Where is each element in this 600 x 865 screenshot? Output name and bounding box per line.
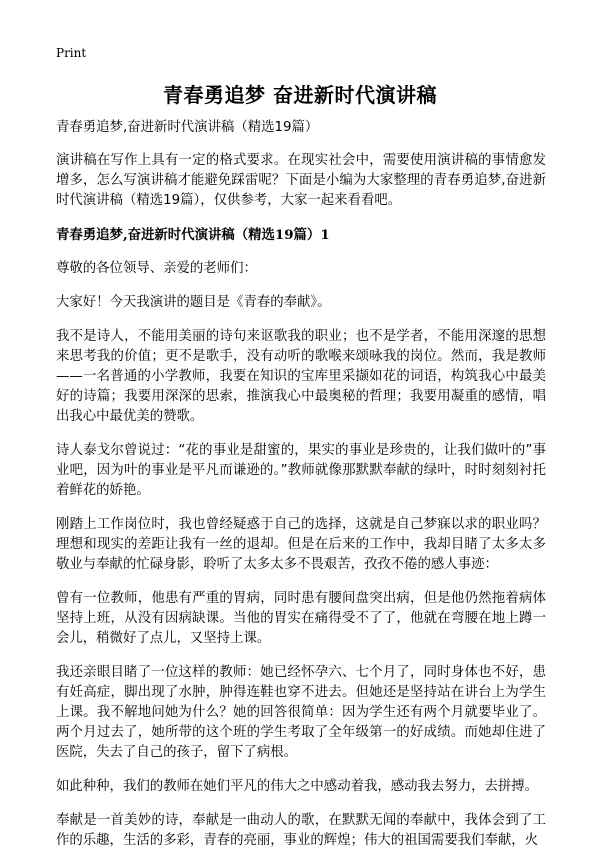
paragraph: 刚踏上工作岗位时，我也曾经疑惑于自己的选择，这就是自己梦寐以求的职业吗？理想和现实的差距让我有一丝的退却。但是在后来的工作中，我却目睹了太多太多敬业与奉献的忙碌身影，聆听了太多太多不畏艰苦，孜孜不倦的感人事迹： xyxy=(56,517,546,572)
print-link[interactable]: Print xyxy=(56,46,87,60)
paragraph-salutation: 尊敬的各位领导、亲爱的老师们： xyxy=(56,261,257,276)
paragraph-greeting: 大家好！今天我演讲的题目是《青春的奉献》。 xyxy=(56,295,331,310)
document-body xyxy=(56,118,546,865)
paragraph: 我不是诗人，不能用美丽的诗句来讴歌我的职业；也不是学者，不能用深邃的思想来思考我的价值；更不是歌手，没有动听的歌喉来颂咏我的岗位。然而，我是教师——一名普通的小学教师，我要在知识的宝库里采撷如花的词语，构筑我心中最美好的诗篇；我要用深深的思索，推演我心中最奥秘的哲理；我要用凝重的感情，唱出我心中最优美的赞歌。 xyxy=(56,329,546,424)
paragraph: 我还亲眼目睹了一位这样的教师：她已经怀孕六、七个月了，同时身体也不好，患有妊高症，脚出现了水肿，肿得连鞋也穿不进去。但她还是坚持站在讲台上为学生上课。我不解地问她为什么？她的回答很简单：因为学生还有两个月就要毕业了。两个月过去了，她所带的这个班的学生考取了全年级第一的好成绩。而她却住进了医院，失去了自己的孩子，留下了病根。 xyxy=(56,665,546,760)
paragraph: 奉献是一首美妙的诗，奉献是一曲动人的歌，在默默无闻的奉献中，我体会到了工作的乐趣，生活的多彩，青春的亮丽，事业的辉煌；伟大的祖国需要我们奉献，火 xyxy=(56,813,546,848)
paragraph: 诗人泰戈尔曾说过：“花的事业是甜蜜的，果实的事业是珍贵的，让我们做叶的”事业吧，因为叶的事业是平凡而谦逊的。”教师就像那默默奉献的绿叶，时时刻刻衬托着鲜花的娇艳。 xyxy=(56,443,546,498)
page-title: 青春勇追梦 奋进新时代演讲稿 xyxy=(163,83,437,107)
paragraph: 曾有一位教师，他患有严重的胃病，同时患有腰间盘突出病，但是他仍然拖着病体坚持上班，从没有因病缺课。当他的胃实在痛得受不了了，他就在弯腰在地上蹲一会儿，稍微好了点儿，又坚持上课。 xyxy=(56,591,546,646)
document-subtitle: 青春勇追梦,奋进新时代演讲稿（精选19篇） xyxy=(56,120,319,135)
paragraph: 如此种种，我们的教师在她们平凡的伟大之中感动着我，感动我去努力，去拼搏。 xyxy=(56,779,539,794)
intro-paragraph: 演讲稿在写作上具有一定的格式要求。在现实社会中，需要使用演讲稿的事情愈发增多，怎么写演讲稿才能避免踩雷呢？下面是小编为大家整理的青春勇追梦,奋进新时代演讲稿（精选19篇），仅供参考，大家一起来看看吧。 xyxy=(56,153,546,208)
section-heading: 青春勇追梦,奋进新时代演讲稿（精选19篇）1 xyxy=(56,227,330,243)
